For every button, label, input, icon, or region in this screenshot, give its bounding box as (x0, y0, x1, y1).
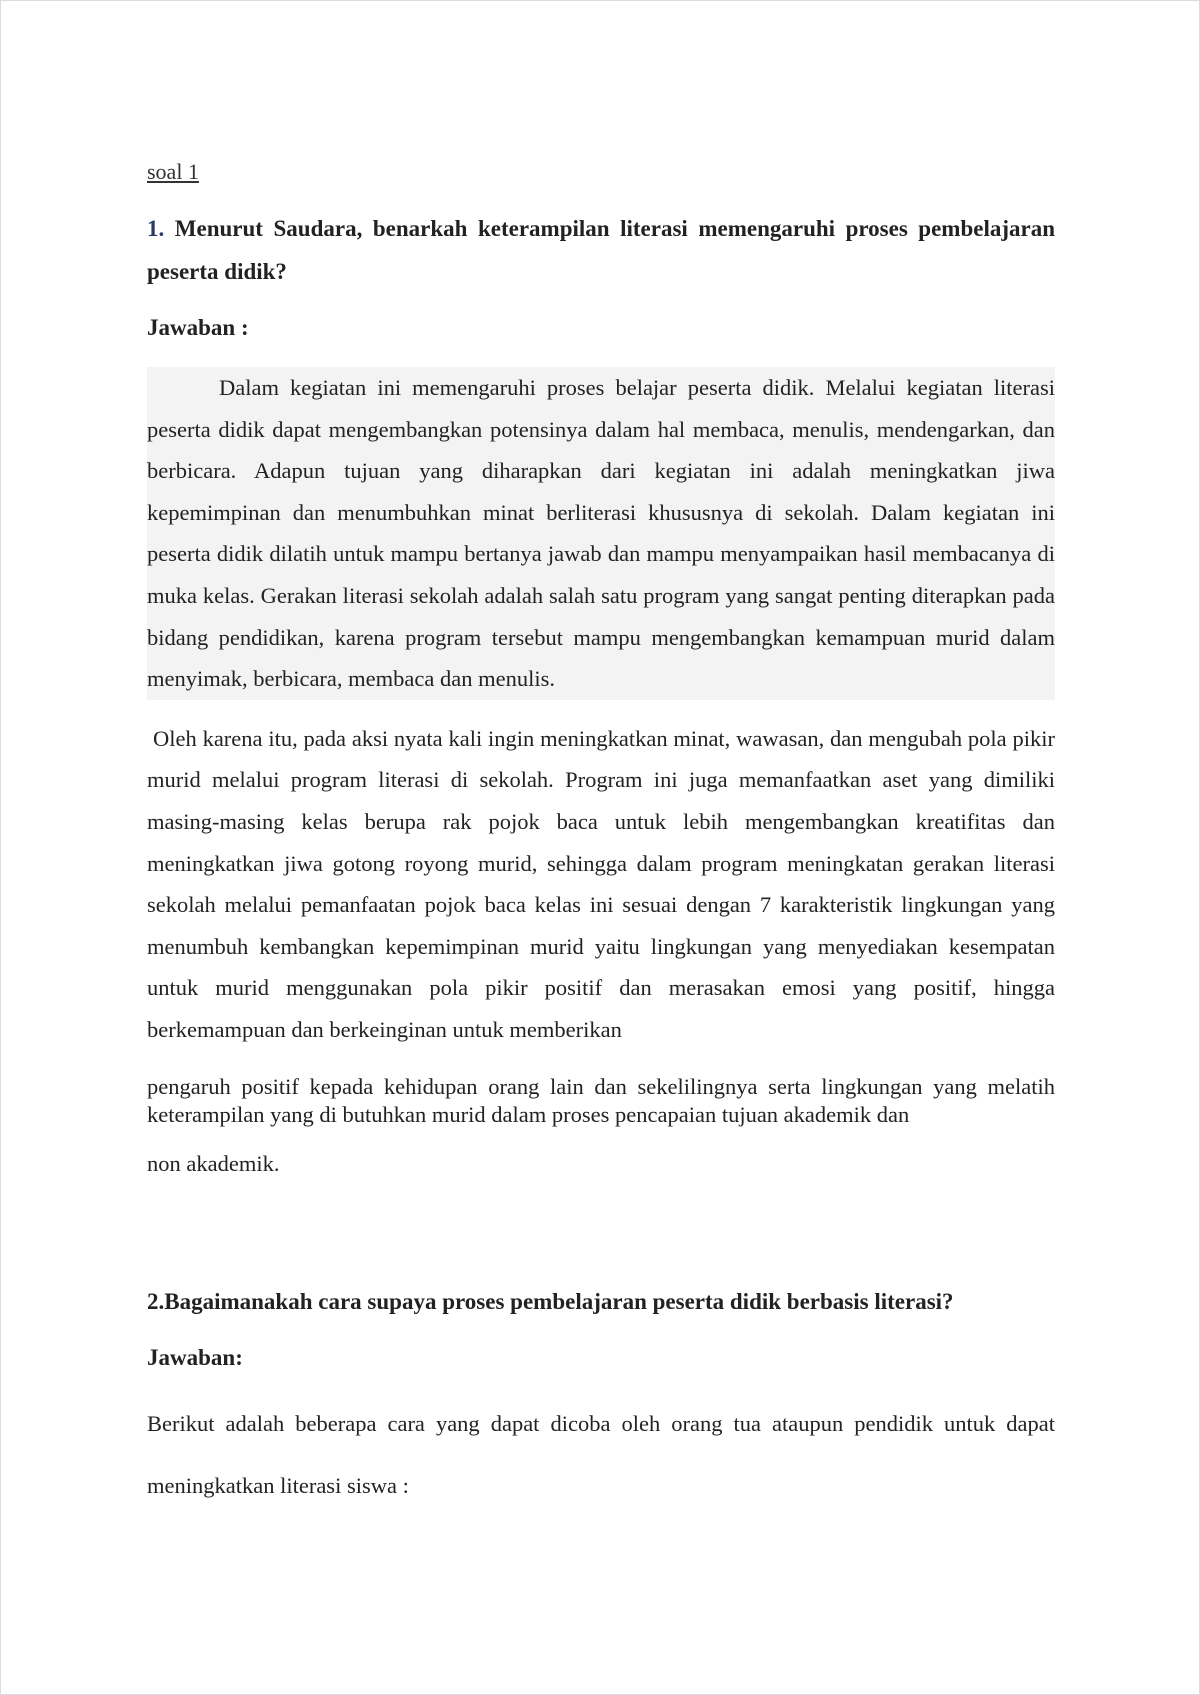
question-1-text: Menurut Saudara, benarkah keterampilan literasi memengaruhi proses pembelajaran peserta didik? (147, 216, 1056, 284)
question-2: 2.Bagaimanakah cara supaya proses pembelajaran peserta didik berbasis literasi? (147, 1289, 954, 1315)
answer-1-paragraph-1: Dalam kegiatan ini memengaruhi proses belajar peserta didik. Melalui kegiatan literasi peserta didik dapat mengembangkan potensinya dalam hal membaca, menulis, mendengarkan, dan berbicara. Adapun tujuan yang diharapkan dari kegiatan ini adalah meningkatkan jiwa kepemimpinan dan menumbuhkan minat berliterasi khususnya di sekolah. Dalam kegiatan ini peserta didik dilatih untuk mampu bertanya jawab dan mampu menyampaikan hasil membacanya di muka kelas. Gerakan literasi sekolah adalah salah satu program yang sangat penting diterapkan pada bidang pendidikan, karena program tersebut mampu mengembangkan kemampuan murid dalam menyimak, berbicara, membaca dan menulis. (147, 367, 1055, 700)
answer-2-intro: Berikut adalah beberapa cara yang dapat dicoba oleh orang tua ataupun pendidik untuk dapat meningkatkan literasi siswa : (147, 1411, 1055, 1499)
document-body (147, 141, 1055, 1517)
answer-1-paragraph-3: pengaruh positif kepada kehidupan orang lain dan sekelilingnya serta lingkungan yang melatih keterampilan yang di butuhkan murid dalam proses pencapaian tujuan akademik dan (147, 1073, 1055, 1127)
answer-1-label: Jawaban : (147, 315, 249, 340)
answer-1-paragraph-2: Oleh karena itu, pada aksi nyata kali ingin meningkatkan minat, wawasan, dan mengubah pola pikir murid melalui program literasi di sekolah. Program ini juga memanfaatkan aset yang dimiliki masing-masing kelas berupa rak pojok baca untuk lebih mengembangkan kreatifitas dan meningkatkan jiwa gotong royong murid, sehingga dalam program meningkatan gerakan literasi sekolah melalui pemanfaatan pojok baca kelas ini sesuai dengan 7 karakteristik lingkungan yang menumbuh kembangkan kepemimpinan murid yaitu lingkungan yang menyediakan kesempatan untuk murid menggunakan pola pikir positif dan merasakan emosi yang positif, hingga berkemampuan dan berkeinginan untuk memberikan (147, 725, 1055, 1042)
question-1 (147, 207, 1055, 293)
answer-2-label: Jawaban: (147, 1345, 243, 1371)
section-link[interactable]: soal 1 (147, 159, 199, 184)
answer-1-paragraph-3-tail: non akademik. (147, 1150, 280, 1176)
question-1-number: 1. (147, 216, 165, 241)
